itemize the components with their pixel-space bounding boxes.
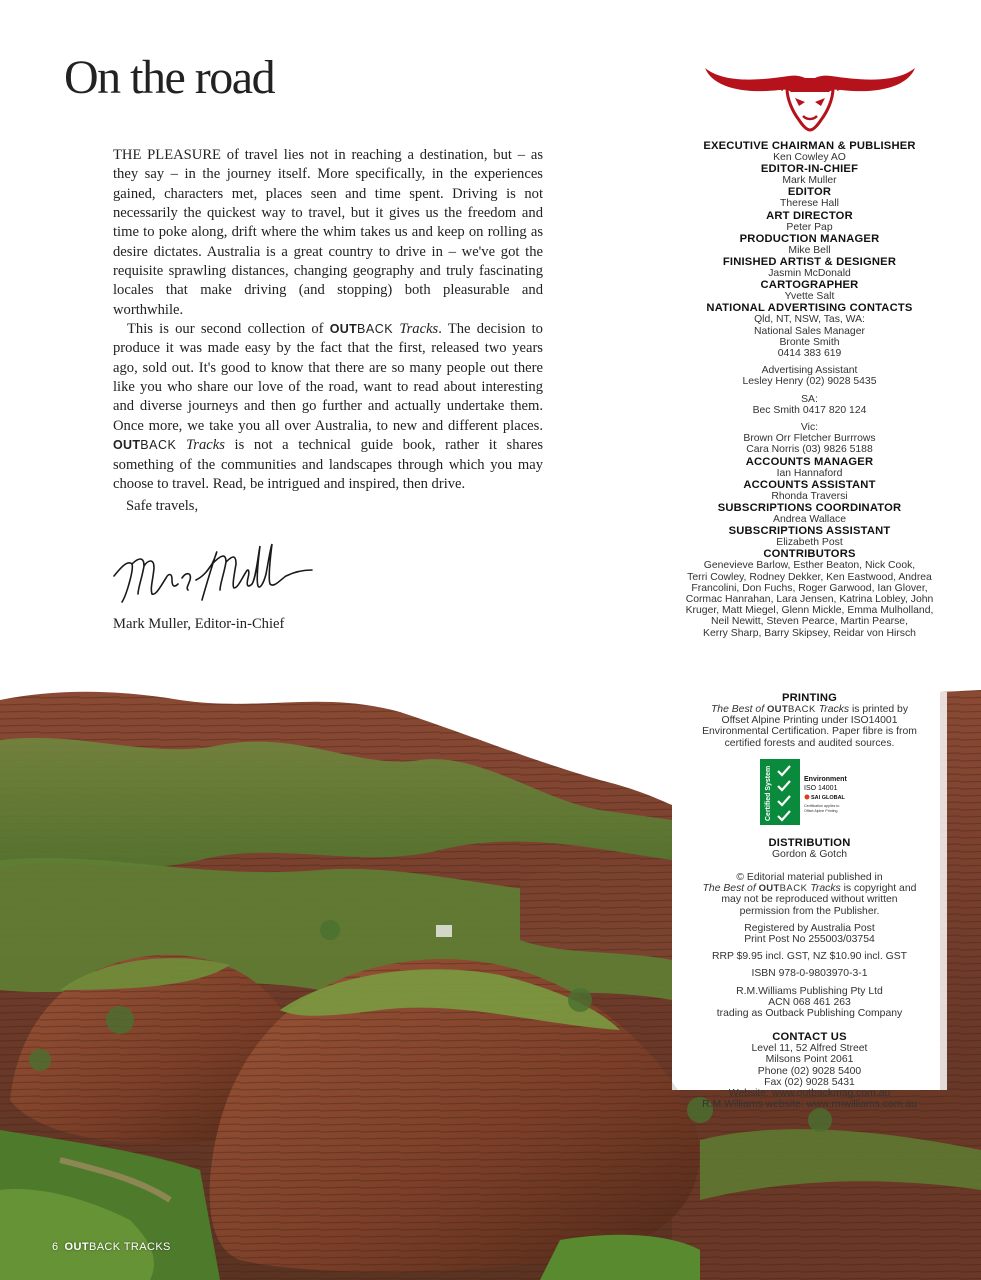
contact-rmw-website-link[interactable]: R.M.Williams website: www.rmwilliams.com.au	[702, 1099, 917, 1111]
credit-name: Rhonda Traversi	[771, 490, 848, 502]
printing-distribution-box	[672, 692, 947, 1111]
credit-role: CARTOGRAPHER	[760, 279, 859, 292]
outback-wordmark: OUTBACK	[766, 704, 816, 715]
credit-role: CONTRIBUTORS	[763, 548, 856, 561]
cert-note-2: Offset Alpine Printing	[803, 808, 837, 813]
credit-name: Brown Orr Fletcher Burrrows	[743, 433, 876, 445]
contact-address-2: Milsons Point 2061	[765, 1054, 854, 1066]
credit-name: Elizabeth Post	[776, 537, 843, 549]
credit-name: Ian Hannaford	[776, 467, 843, 479]
outback-wordmark: OUTBACK	[113, 438, 177, 453]
printing-line-2: Offset Alpine Printing under ISO14001	[721, 715, 898, 727]
paragraph-2	[113, 320, 543, 494]
credit-name: Andrea Wallace	[773, 514, 846, 526]
credit-name: Qld, NT, NSW, Tas, WA:	[754, 314, 865, 326]
credit-name: Peter Pap	[786, 221, 833, 233]
credit-role: EDITOR	[787, 186, 832, 199]
credit-name: Lesley Henry (02) 9028 5435	[742, 376, 877, 388]
credit-name: 0414 383 619	[777, 348, 842, 360]
longhorn-logo-icon	[701, 54, 919, 134]
credit-block	[672, 256, 947, 279]
credit-name: SA:	[801, 393, 818, 405]
credit-role: ART DIRECTOR	[766, 209, 853, 222]
credit-name: Genevieve Barlow, Esther Beaton, Nick Cook,	[703, 560, 916, 572]
credit-name: Cormac Hanrahan, Lara Jensen, Katrina Lobley, John	[685, 594, 934, 606]
credit-role: ACCOUNTS MANAGER	[745, 455, 874, 468]
publisher-line-2: ACN 068 461 263	[768, 996, 851, 1008]
isbn-line: ISBN 978-0-9803970-3-1	[751, 968, 868, 980]
credit-name: Ken Cowley AO	[773, 152, 846, 163]
credit-block	[672, 279, 947, 302]
iso-certification-badge	[760, 759, 860, 825]
credit-block	[672, 233, 947, 256]
printing-line-4: certified forests and audited sources.	[724, 737, 895, 749]
credit-role: ACCOUNTS ASSISTANT	[743, 478, 876, 491]
credit-block	[672, 479, 947, 502]
distribution-name: Gordon & Gotch	[771, 848, 848, 860]
registration-line-1: Registered by Australia Post	[744, 922, 875, 934]
distribution-heading: DISTRIBUTION	[768, 836, 851, 849]
cert-note-1: Certification applies to	[803, 803, 839, 808]
credit-block	[672, 186, 947, 209]
p2-text-c: is not a technical guide book, rather it shares something of the communities and landscapes through which you may choose to travel. Read, be intrigued and inspired, then drive.	[113, 437, 543, 492]
editor-signature	[108, 536, 318, 616]
credit-block	[672, 502, 947, 525]
cert-org: SAI GLOBAL	[810, 794, 845, 801]
credit-role: EDITOR-IN-CHIEF	[760, 163, 859, 176]
credit-name: Neil Newitt, Steven Pearce, Martin Pearse,	[711, 616, 908, 628]
credit-block	[672, 525, 947, 548]
credit-name: Francolini, Don Fuchs, Roger Garwood, Ian Glover,	[691, 582, 928, 594]
contact-fax: Fax (02) 9028 5431	[764, 1076, 855, 1088]
printing-line-3: Environmental Certification. Paper fibre is from	[702, 726, 917, 738]
credit-block	[672, 548, 947, 638]
paragraph-1: THE PLEASURE of travel lies not in reaching a destination, but – as they say – in the journey itself. More specifically, in the experiences gained, characters met, places seen and time spent. Driving is not necessarily the quickest way to travel, but it gives us the freedom and time to poke along, drift where the whim takes us and keep on rolling as desire dictates. Australia is a great country to drive in – we've got the requisite sprawling distances, changing geography and truly fascinating locales that make driving (and stopping) both pleasurable and worthwhile.	[113, 147, 543, 318]
tracks-word: Tracks	[399, 321, 439, 338]
signoff: Safe travels,	[126, 498, 199, 514]
cert-standard: ISO 14001	[803, 784, 837, 792]
credit-name: Yvette Salt	[784, 291, 835, 303]
cert-title: Environment	[803, 775, 847, 783]
p2-text-b: . The decision to produce it was made easy by the fact that the first, released two years ago, sold out. It's good to know that there are so many people out there like you who share our love of the road, want to read about interesting and diverse journeys and then go further and actually undertake them. Once more, we take you all over Australia, to new and different places.	[113, 321, 543, 434]
copyright-line-3: may not be reproduced without written	[721, 894, 898, 906]
credit-role: EXECUTIVE CHAIRMAN & PUBLISHER	[703, 140, 916, 152]
cert-side-label: Certified System	[764, 765, 772, 821]
credit-block	[672, 456, 947, 479]
credit-role: NATIONAL ADVERTISING CONTACTS	[706, 302, 913, 315]
credit-name: National Sales Manager	[754, 325, 865, 337]
outback-wordmark: OUTBACK	[329, 322, 394, 337]
credits-list	[672, 140, 947, 639]
credit-name: Kruger, Matt Miegel, Glenn Mickle, Emma Mulholland,	[685, 605, 934, 617]
printing-line-1: The Best of OUTBACK Tracks is printed by	[710, 704, 909, 715]
publisher-line-1: R.M.Williams Publishing Pty Ltd	[736, 985, 883, 997]
credit-name: Vic:	[800, 422, 819, 434]
contact-heading: CONTACT US	[772, 1031, 847, 1044]
printing-heading: PRINTING	[781, 692, 838, 704]
credit-name: Kerry Sharp, Barry Skipsey, Reidar von Hirsch	[703, 627, 916, 639]
page-footer: 6 OUTBACK TRACKS	[52, 1241, 171, 1253]
credit-name: Bronte Smith	[779, 336, 840, 348]
editorial-body	[113, 146, 543, 494]
credit-block	[672, 302, 947, 455]
credit-name: Cara Norris (03) 9826 5188	[746, 444, 873, 456]
credit-block	[672, 163, 947, 186]
publisher-line-3: trading as Outback Publishing Company	[716, 1008, 903, 1020]
rrp-line: RRP $9.95 incl. GST, NZ $10.90 incl. GST	[711, 951, 907, 963]
contact-address-1: Level 11, 52 Alfred Street	[751, 1043, 868, 1055]
credit-name: Bec Smith 0417 820 124	[752, 404, 867, 416]
credit-block	[672, 210, 947, 233]
credit-name: Jasmin McDonald	[768, 268, 851, 280]
outback-wordmark: OUTBACK	[758, 883, 808, 895]
page-title: On the road	[64, 51, 275, 104]
copyright-line-1: © Editorial material published in	[736, 872, 883, 884]
credit-role: FINISHED ARTIST & DESIGNER	[722, 256, 897, 269]
registration-line-2: Print Post No 255003/03754	[744, 934, 875, 946]
credit-name: Mark Muller	[782, 175, 837, 187]
credit-name: Mike Bell	[788, 244, 831, 256]
tracks-word: Tracks	[185, 437, 225, 454]
credit-role: SUBSCRIPTIONS COORDINATOR	[717, 502, 902, 515]
page-number: 6	[52, 1241, 59, 1253]
credit-name: Terri Cowley, Rodney Dekker, Ken Eastwood, Andrea	[687, 571, 932, 583]
contact-website-link[interactable]: Website: www.outbackmag.com.au	[728, 1088, 891, 1100]
contact-phone: Phone (02) 9028 5400	[757, 1065, 862, 1077]
p2-text-a: This is our second collection of	[127, 321, 330, 338]
credit-name: Advertising Assistant	[761, 365, 858, 377]
credit-role: PRODUCTION MANAGER	[739, 232, 880, 245]
masthead	[672, 54, 947, 639]
credit-role: SUBSCRIPTIONS ASSISTANT	[728, 525, 891, 538]
credit-block	[672, 140, 947, 163]
copyright-line-2: The Best of OUTBACK Tracks is copyright and	[702, 883, 917, 895]
credit-name: Therese Hall	[780, 198, 839, 210]
signer-name: Mark Muller, Editor-in-Chief	[113, 616, 285, 632]
copyright-line-4: permission from the Publisher.	[739, 905, 880, 917]
